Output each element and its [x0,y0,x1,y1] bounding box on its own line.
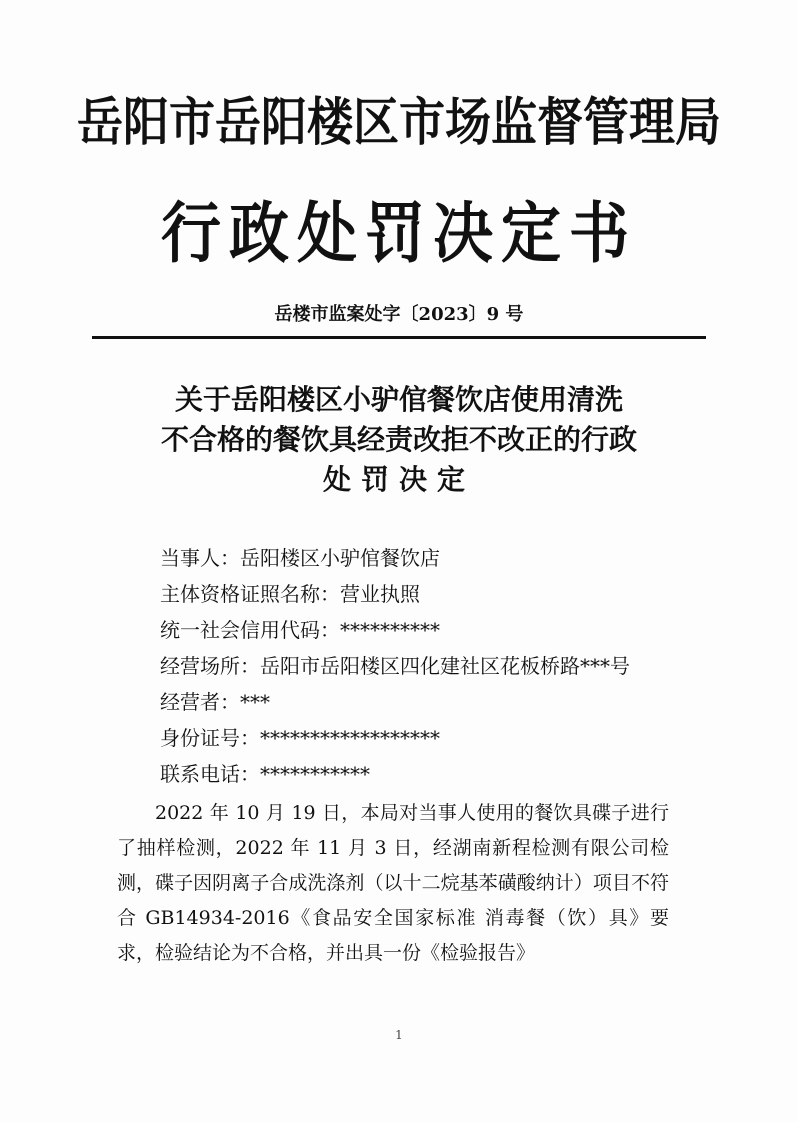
id-number-field: 身份证号：****************** [160,726,440,750]
subject-title-line-3: 处罚决定 [322,463,475,496]
address-field: 经营场所：岳阳市岳阳楼区四化建社区花板桥路***号 [160,654,630,678]
header-divider [92,336,706,339]
phone-field: 联系电话：*********** [160,762,370,786]
issuing-authority: 岳阳市岳阳楼区市场监督管理局 [77,91,721,153]
subject-title-line-2: 不合格的餐饮具经责改拒不改正的行政 [160,423,637,456]
operator-field: 经营者：*** [160,690,270,714]
document-type-title: 行政处罚决定书 [161,195,637,273]
credit-code-field: 统一社会信用代码：********** [160,618,440,642]
subject-title [0,380,798,500]
subject-title-line-1: 关于岳阳楼区小驴倌餐饮店使用清洗 [174,383,623,416]
body-paragraph: 2022 年 10 月 19 日，本局对当事人使用的餐饮具碟子进行了抽样检测，2022 年 11 月 3 日，经湖南新程检测有限公司检测，碟子因阴离子合成洗涤剂（以十二烷基苯磺酸纳计）项目不符合 GB14934-2016《食品安全国家标准 消毒餐（饮）具》要求，检验结论为不合格，并出具一份《检验报告》 [117,802,669,964]
party-info-block [160,540,630,792]
party-field: 当事人：岳阳楼区小驴倌餐饮店 [160,546,440,570]
license-name-field: 主体资格证照名称：营业执照 [160,582,420,606]
decision-body [117,796,669,971]
page-number: 1 [395,1028,403,1042]
document-number: 岳楼市监案处字〔2023〕9 号 [274,304,524,325]
